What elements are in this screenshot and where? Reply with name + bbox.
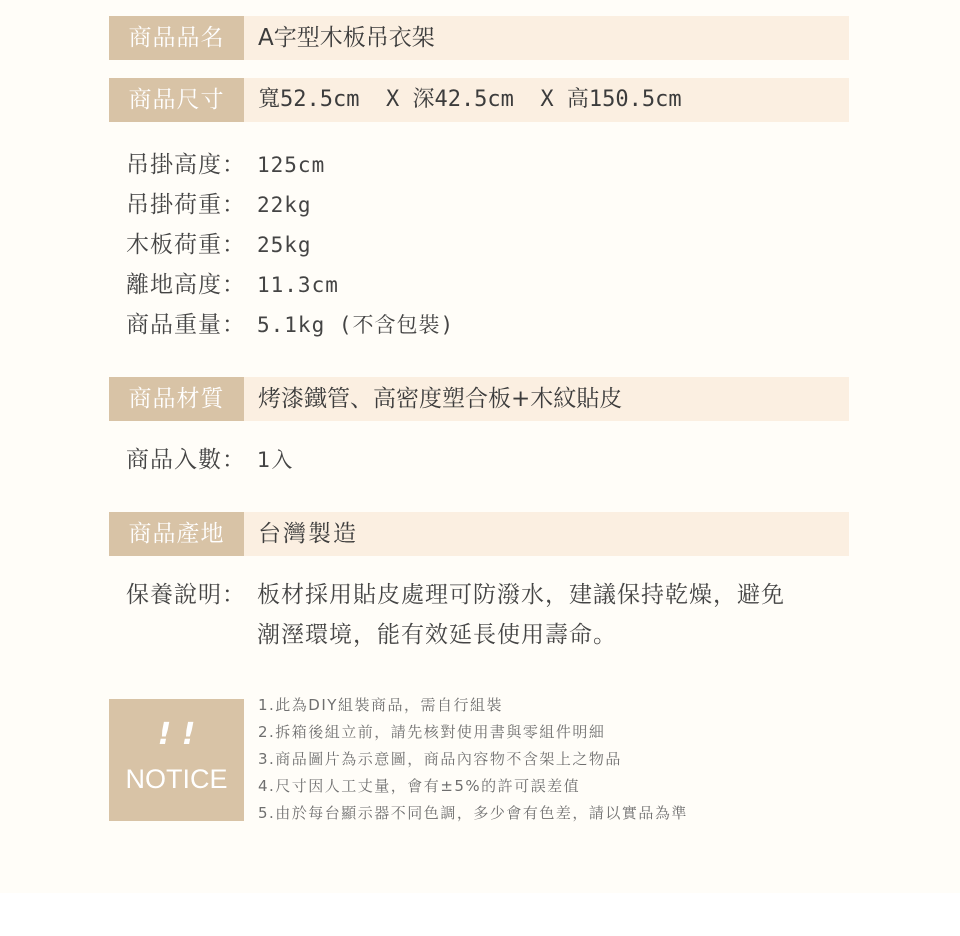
spec-row	[126, 305, 454, 345]
notice-title: NOTICE	[125, 764, 228, 794]
product-size-label: 商品尺寸	[109, 78, 244, 122]
spec-row	[126, 225, 454, 265]
product-quantity-label: 商品入數：	[126, 447, 246, 473]
notice-item: 5.由於每台顯示器不同色調，多少會有色差，請以實品為準	[258, 804, 688, 822]
notice-item: 3.商品圖片為示意圖，商品內容物不含架上之物品	[258, 750, 622, 768]
care-text-line: 潮溼環境，能有效延長使用壽命。	[257, 622, 617, 648]
notice-badge	[109, 699, 244, 821]
care-text-line: 板材採用貼皮處理可防潑水，建議保持乾燥，避免	[257, 582, 785, 608]
product-origin-value: 台灣製造	[258, 521, 358, 547]
spec-list	[126, 145, 454, 345]
spec-label: 木板荷重：	[126, 232, 246, 258]
product-origin-row	[109, 512, 849, 556]
care-label: 保養說明：	[126, 582, 246, 608]
product-quantity-row	[126, 440, 293, 480]
notice-item: 1.此為DIY組裝商品，需自行組裝	[258, 696, 503, 714]
spec-row	[126, 145, 454, 185]
spec-value: 11.3cm	[257, 273, 339, 297]
product-size-value: 寬52.5cm X 深42.5cm X 高150.5cm	[258, 87, 682, 112]
product-name-value: A字型木板吊衣架	[258, 25, 435, 51]
spec-label: 吊掛高度：	[126, 152, 246, 178]
spec-row	[126, 185, 454, 225]
product-quantity-value: 1入	[257, 448, 294, 472]
spec-label: 吊掛荷重：	[126, 192, 246, 218]
product-name-label: 商品品名	[109, 16, 244, 60]
product-material-value: 烤漆鐵管、高密度塑合板+木紋貼皮	[258, 386, 623, 412]
spec-value: 25kg	[257, 233, 312, 257]
product-origin-label: 商品產地	[109, 512, 244, 556]
product-material-label: 商品材質	[109, 377, 244, 421]
product-material-row	[109, 377, 849, 421]
notice-list	[258, 692, 688, 827]
spec-row	[126, 265, 454, 305]
spec-value: 125cm	[257, 153, 326, 177]
spec-label: 離地高度：	[126, 272, 246, 298]
notice-item: 2.拆箱後組立前，請先核對使用書與零組件明細	[258, 723, 606, 741]
exclamation-icon: ! !	[157, 717, 196, 752]
spec-value: 5.1kg (不含包裝)	[257, 313, 455, 337]
product-name-row	[109, 16, 849, 60]
spec-label: 商品重量：	[126, 312, 246, 338]
product-size-row	[109, 78, 849, 122]
spec-value: 22kg	[257, 193, 312, 217]
notice-item: 4.尺寸因人工丈量，會有±5%的許可誤差值	[258, 777, 581, 795]
